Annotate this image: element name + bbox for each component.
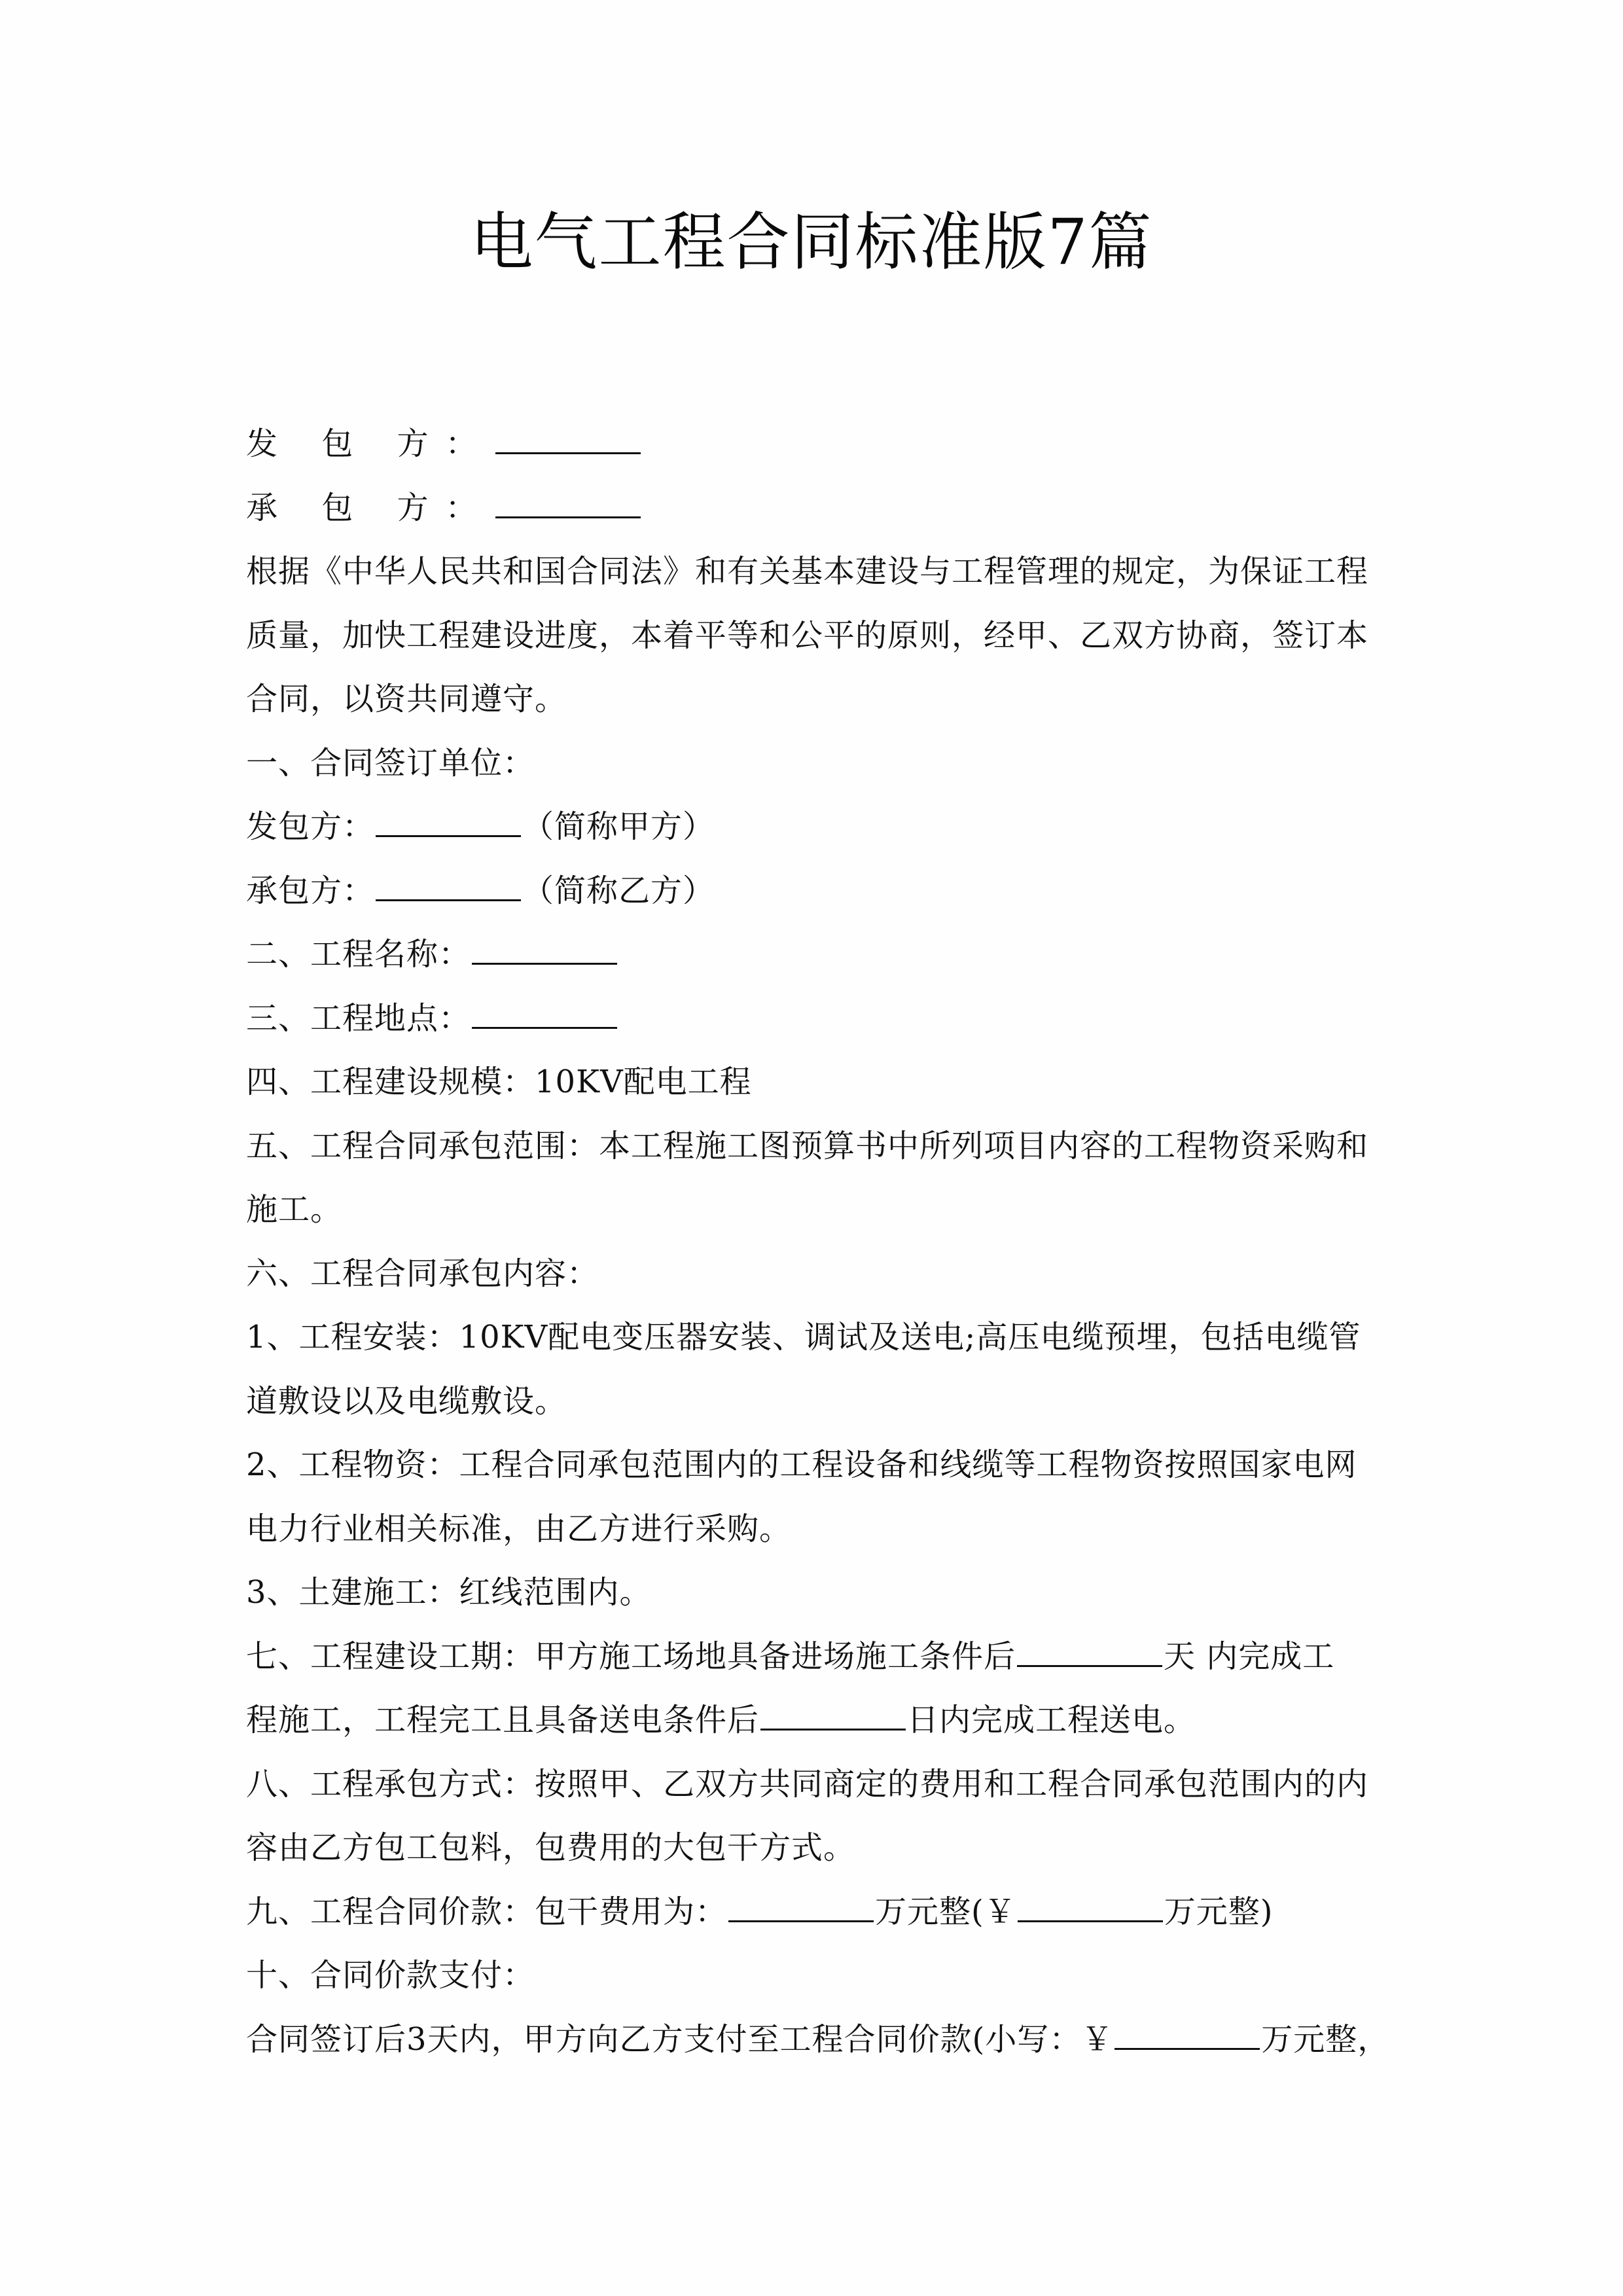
section-2-label: 二、工程名称： (246, 936, 471, 973)
preamble-line-1: 根据《中华人民共和国合同法》和有关基本建设与工程管理的规定，为保证工程 (246, 553, 1369, 590)
section-7-line-2-text-b: 日内完成工程送电。 (907, 1702, 1196, 1738)
contractor-field (246, 476, 1385, 541)
section-6-item-3: 3、土建施工：红线范围内。 (246, 1574, 652, 1611)
preamble-line-3: 合同，以资共同遵守。 (246, 681, 567, 717)
section-10-text-a: 合同签订后3天内，甲方向乙方支付至工程合同价款(小写：￥ (246, 2020, 1114, 2058)
section-10-heading: 十、合同价款支付： (246, 1957, 535, 1994)
section-1-employer-label: 发包方： (246, 808, 375, 845)
section-1-contractor (246, 859, 1385, 924)
section-1-contractor-blank[interactable] (376, 873, 521, 901)
power-delivery-days-blank[interactable] (760, 1702, 906, 1731)
employer-blank[interactable] (495, 426, 641, 454)
section-8-line-1: 八、工程承包方式：按照甲、乙双方共同商定的费用和工程合同承包范围内的内 (246, 1765, 1369, 1803)
section-6-heading: 六、工程合同承包内容： (246, 1255, 599, 1292)
project-name-blank[interactable] (472, 937, 617, 965)
employer-field (246, 412, 1385, 476)
section-1-contractor-label: 承包方： (246, 872, 375, 909)
section-7-line-1 (246, 1625, 1385, 1689)
preamble-line-2: 质量，加快工程建设进度，本着平等和公平的原则，经甲、乙双方协商，签订本 (246, 617, 1369, 654)
section-8-line-2: 容由乙方包工包料，包费用的大包干方式。 (246, 1829, 856, 1866)
section-1-contractor-note: （简称乙方） (522, 872, 715, 909)
section-6-item-2-line-2: 电力行业相关标准，由乙方进行采购。 (246, 1510, 792, 1547)
section-9-contract-price (246, 1880, 1385, 1945)
section-5-line-1: 五、工程合同承包范围：本工程施工图预算书中所列项目内容的工程物资采购和 (246, 1127, 1369, 1164)
section-9-text-a: 九、工程合同价款：包干费用为： (246, 1893, 728, 1930)
section-7-line-2 (246, 1689, 1385, 1753)
employer-label: 发 包 方： (246, 425, 494, 462)
section-9-text-c: 万元整) (1164, 1893, 1274, 1930)
section-1-heading: 一、合同签订单位： (246, 744, 535, 781)
section-7-line-1-text-a: 七、工程建设工期：甲方施工场地具备进场施工条件后 (246, 1638, 1016, 1675)
section-1-employer (246, 795, 1385, 859)
section-6-item-2-line-1: 2、工程物资：工程合同承包范围内的工程设备和线缆等工程物资按照国家电网 (246, 1446, 1357, 1483)
section-1-employer-note: （简称甲方） (522, 808, 715, 845)
section-7-line-2-text-a: 程施工，工程完工且具备送电条件后 (246, 1702, 760, 1738)
section-2-project-name (246, 923, 1385, 987)
contractor-blank[interactable] (495, 490, 641, 518)
section-3-project-location (246, 987, 1385, 1051)
advance-payment-blank[interactable] (1115, 2022, 1260, 2050)
section-4-scale: 四、工程建设规模：10KV配电工程 (246, 1064, 752, 1100)
section-9-text-b: 万元整(￥ (875, 1893, 1016, 1930)
document-body (246, 412, 1390, 2072)
price-capital-blank[interactable] (728, 1894, 874, 1922)
contractor-label: 承 包 方： (246, 489, 494, 526)
section-10-text-b: 万元整， (1261, 2020, 1390, 2058)
section-6-item-1-line-2: 道敷设以及电缆敷设。 (246, 1382, 567, 1420)
document-title: 电气工程合同标准版7篇 (470, 206, 1153, 279)
section-3-label: 三、工程地点： (246, 999, 471, 1037)
section-6-item-1-line-1: 1、工程安装：10KV配电变压器安装、调试及送电;高压电缆预埋，包括电缆管 (246, 1319, 1361, 1355)
section-5-line-2: 施工。 (246, 1191, 343, 1228)
project-location-blank[interactable] (472, 1001, 617, 1029)
price-numeric-blank[interactable] (1018, 1894, 1163, 1922)
construction-days-blank[interactable] (1017, 1639, 1162, 1667)
section-10-line-1 (246, 2008, 1390, 2072)
section-7-line-1-text-b: 天 内完成工 (1164, 1638, 1335, 1675)
section-1-employer-blank[interactable] (376, 809, 521, 837)
